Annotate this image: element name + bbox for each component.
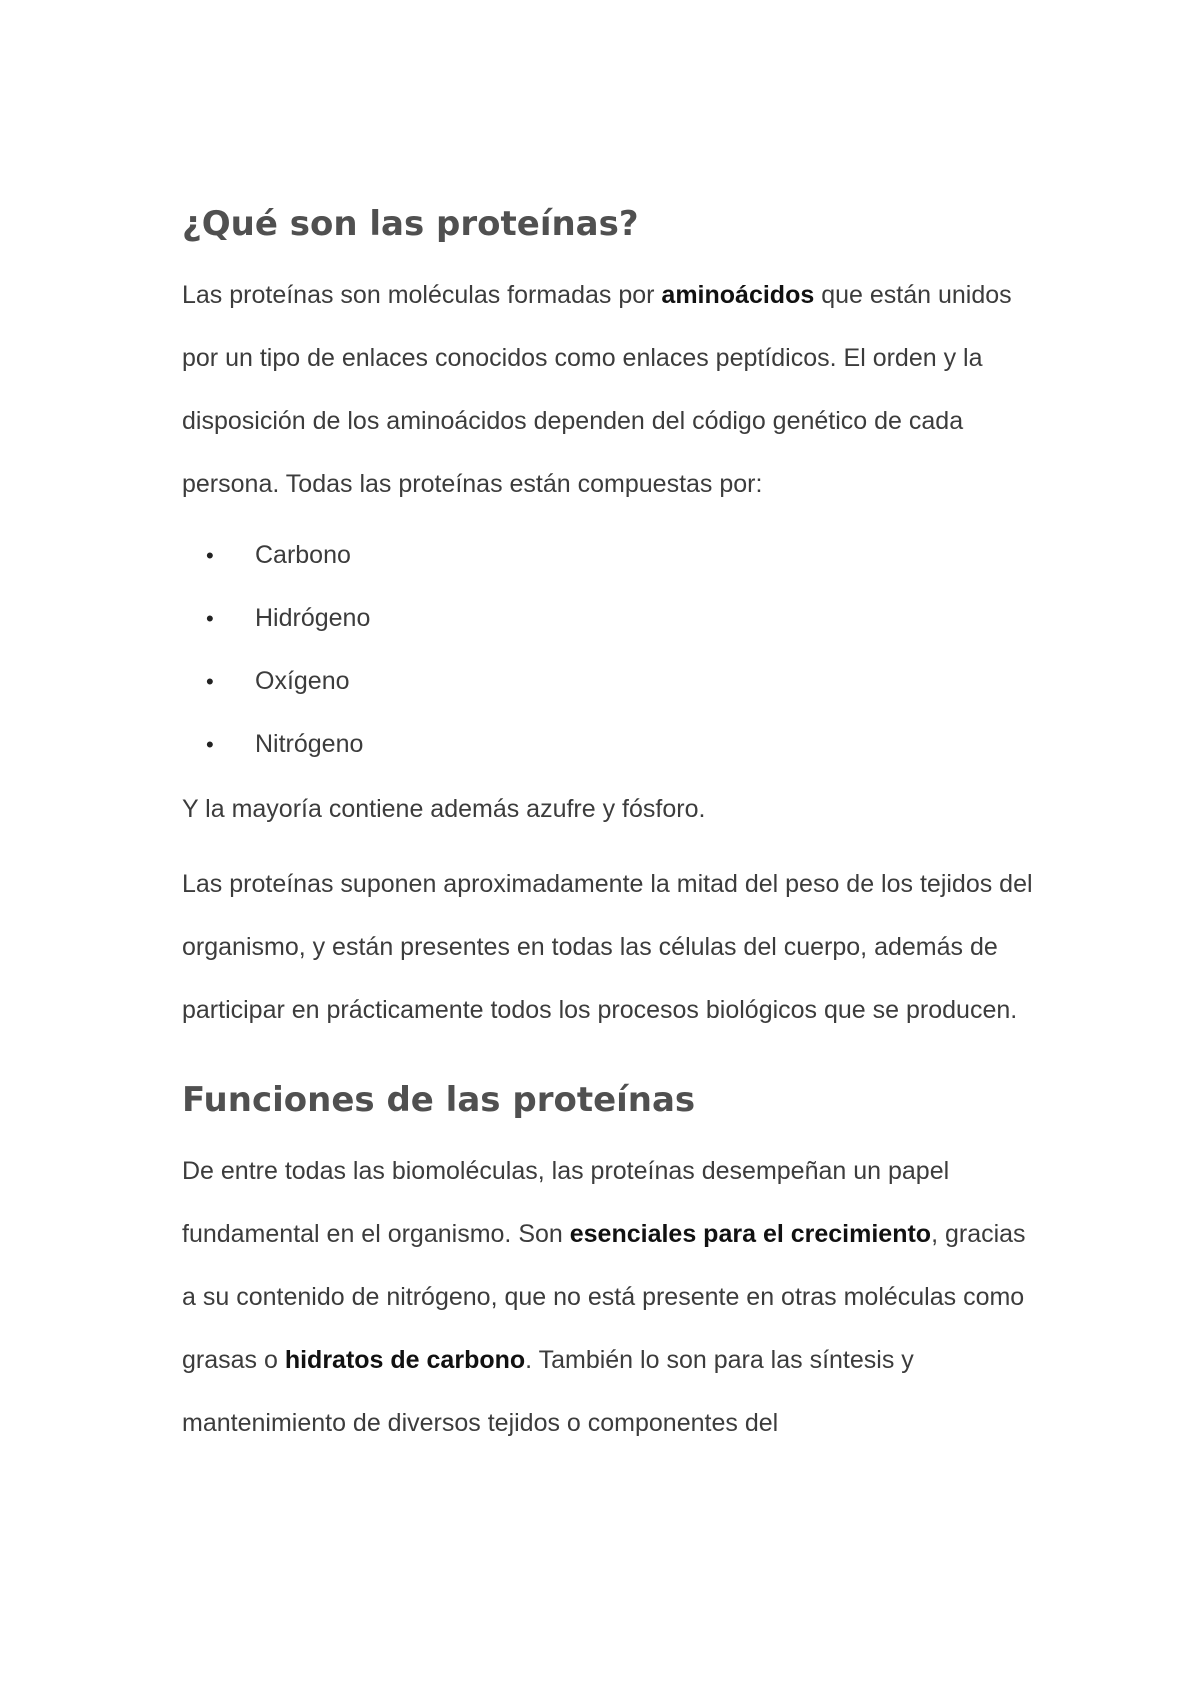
bullet-icon: •: [206, 606, 214, 631]
bold-aminoacidos: aminoácidos: [661, 281, 815, 309]
text-span: , gracias a su contenido de nitrógeno, que no está presente en otras moléculas como grasas o: [182, 1220, 1026, 1374]
list-item-label: Hidrógeno: [255, 604, 371, 632]
bullet-icon: •: [206, 543, 214, 568]
bold-esenciales-crecimiento: esenciales para el crecimiento: [569, 1220, 932, 1248]
list-item: [182, 524, 1042, 587]
section-heading-que-son: ¿Qué son las proteínas?: [182, 204, 639, 244]
paragraph-peso-tejidos: Las proteínas suponen aproximadamente la mitad del peso de los tejidos del organismo, y están presentes en todas las células del cuerpo, además de participar en prácticamente todos los procesos biológicos que se producen.: [182, 870, 1033, 1024]
bullet-icon: •: [206, 732, 214, 757]
text-span: De entre todas las biomoléculas, las proteínas desempeñan un papel fundamental en el organismo. Son: [182, 1157, 950, 1248]
list-item: [182, 650, 1042, 713]
text-span: . También lo son para las síntesis y mantenimiento de diversos tejidos o componentes del: [182, 1346, 914, 1437]
paragraph-azufre-fosforo: Y la mayoría contiene además azufre y fósforo.: [182, 795, 706, 823]
section-heading-funciones: Funciones de las proteínas: [182, 1080, 696, 1120]
bullet-icon: •: [206, 669, 214, 694]
list-item-label: Nitrógeno: [255, 730, 364, 758]
list-item: [182, 587, 1042, 650]
elements-list: [182, 524, 1042, 776]
text-span: Las proteínas son moléculas formadas por: [182, 281, 662, 309]
document-page: [182, 196, 1042, 1455]
list-item: [182, 713, 1042, 776]
list-item-label: Oxígeno: [255, 667, 350, 695]
text-span: que están unidos por un tipo de enlaces conocidos como enlaces peptídicos. El orden y la disposición de los aminoácidos dependen del código genético de cada persona. Todas las proteínas están compuestas por:: [182, 281, 1012, 498]
list-item-label: Carbono: [255, 541, 351, 569]
bold-hidratos-carbono: hidratos de carbono: [284, 1346, 526, 1374]
paragraph-definicion: [182, 264, 1042, 516]
paragraph-funciones: [182, 1140, 1042, 1455]
